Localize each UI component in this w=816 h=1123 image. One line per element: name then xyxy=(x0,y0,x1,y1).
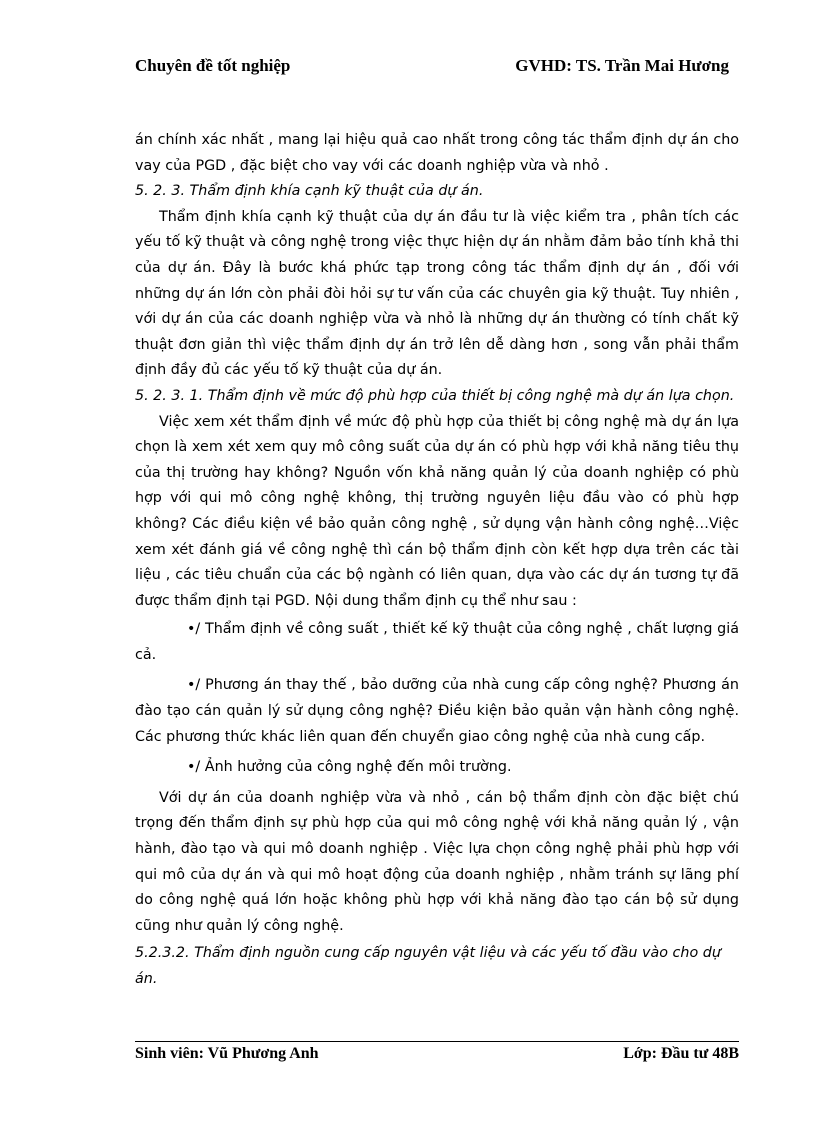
header-title: Chuyên đề tốt nghiệp xyxy=(135,56,291,75)
footer-divider xyxy=(135,1041,739,1042)
footer-class: Lớp: Đầu tư 48B xyxy=(623,1045,739,1062)
document-body xyxy=(135,128,739,993)
paragraph-technology-fit: Việc xem xét thẩm định về mức độ phù hợp của thiết bị công nghệ mà dự án lựa chọn là xem xét xem quy mô công suất của dự án có phù hợp với khả năng tiêu thụ của thị trường hay không? Nguồn vốn khả năng quản lý của doanh nghiệp có phù hợp với qui mô công nghệ không, thị trường nguyên liệu đầu vào có phù hợp không? Các điều kiện về bảo quản công nghệ , sử dụng vận hành công nghệ…Việc xem xét đánh giá về công nghệ thì cán bộ thẩm định còn kết hợp dựa trên các tài liệu , các tiêu chuẩn của các bộ ngành có liên quan, dựa vào các dự án tương tự đã được thẩm định tại PGD. Nội dung thẩm định cụ thể như sau : xyxy=(135,413,739,609)
paragraph-technical-appraisal: Thẩm định khía cạnh kỹ thuật của dự án đầu tư là việc kiểm tra , phân tích các yếu tố kỹ thuật và công nghệ trong việc thực hiện dự án nhằm đảm bảo tính khả thi của dự án. Đây là bước khá phức tạp trong công tác thẩm định dự án , đối với những dự án lớn còn phải đòi hỏi sự tư vấn của các chuyên gia kỹ thuật. Tuy nhiên , với dự án của các doanh nghiệp vừa và nhỏ là những dự án thường có tính chất kỹ thuật đơn giản thì việc thẩm định dự án trở lên dễ dàng hơn , song vẫn phải thẩm định đầy đủ các yếu tố kỹ thuật của dự án. xyxy=(135,208,739,379)
footer-student: Sinh viên: Vũ Phương Anh xyxy=(135,1045,319,1062)
section-heading-5-2-3-1: 5. 2. 3. 1. Thẩm định về mức độ phù hợp của thiết bị công nghệ mà dự án lựa chọn. xyxy=(135,387,735,404)
page-footer xyxy=(135,1045,739,1063)
section-heading-5-2-3-2: 5.2.3.2. Thẩm định nguồn cung cấp nguyên vật liệu và các yếu tố đầu vào cho dự án. xyxy=(135,945,721,987)
paragraph-sme: Với dự án của doanh nghiệp vừa và nhỏ , cán bộ thẩm định còn đặc biệt chú trọng đến thẩm định sự phù hợp của qui mô công nghệ với khả năng quản lý , vận hành, đào tạo và qui mô doanh nghiệp . Việc lựa chọn công nghệ phải phù hợp với qui mô của dự án và qui mô hoạt động của doanh nghiệp , nhằm tránh sự lãng phí do công nghệ quá lớn hoặc không phù hợp với khả năng đào tạo cán bộ sử dụng cũng như quản lý công nghệ. xyxy=(135,789,739,934)
bullet-environment: •/ Ảnh hưởng của công nghệ đến môi trường. xyxy=(187,759,512,776)
bullet-capacity: •/ Thẩm định về công suất , thiết kế kỹ thuật của công nghệ , chất lượng giá cả. xyxy=(135,621,739,663)
header-supervisor: GVHD: TS. Trần Mai Hương xyxy=(515,56,729,75)
page-header xyxy=(135,56,729,76)
paragraph-intro: án chính xác nhất , mang lại hiệu quả cao nhất trong công tác thẩm định dự án cho vay của PGD , đặc biệt cho vay với các doanh nghiệp vừa và nhỏ . xyxy=(135,132,739,174)
bullet-replacement: •/ Phương án thay thế , bảo dưỡng của nhà cung cấp công nghệ? Phương án đào tạo cán quản lý sử dụng công nghệ? Điều kiện bảo quản vận hành công nghệ. Các phương thức khác liên quan đến chuyển giao công nghệ của nhà cung cấp. xyxy=(135,677,739,745)
section-heading-5-2-3: 5. 2. 3. Thẩm định khía cạnh kỹ thuật của dự án. xyxy=(135,183,484,200)
